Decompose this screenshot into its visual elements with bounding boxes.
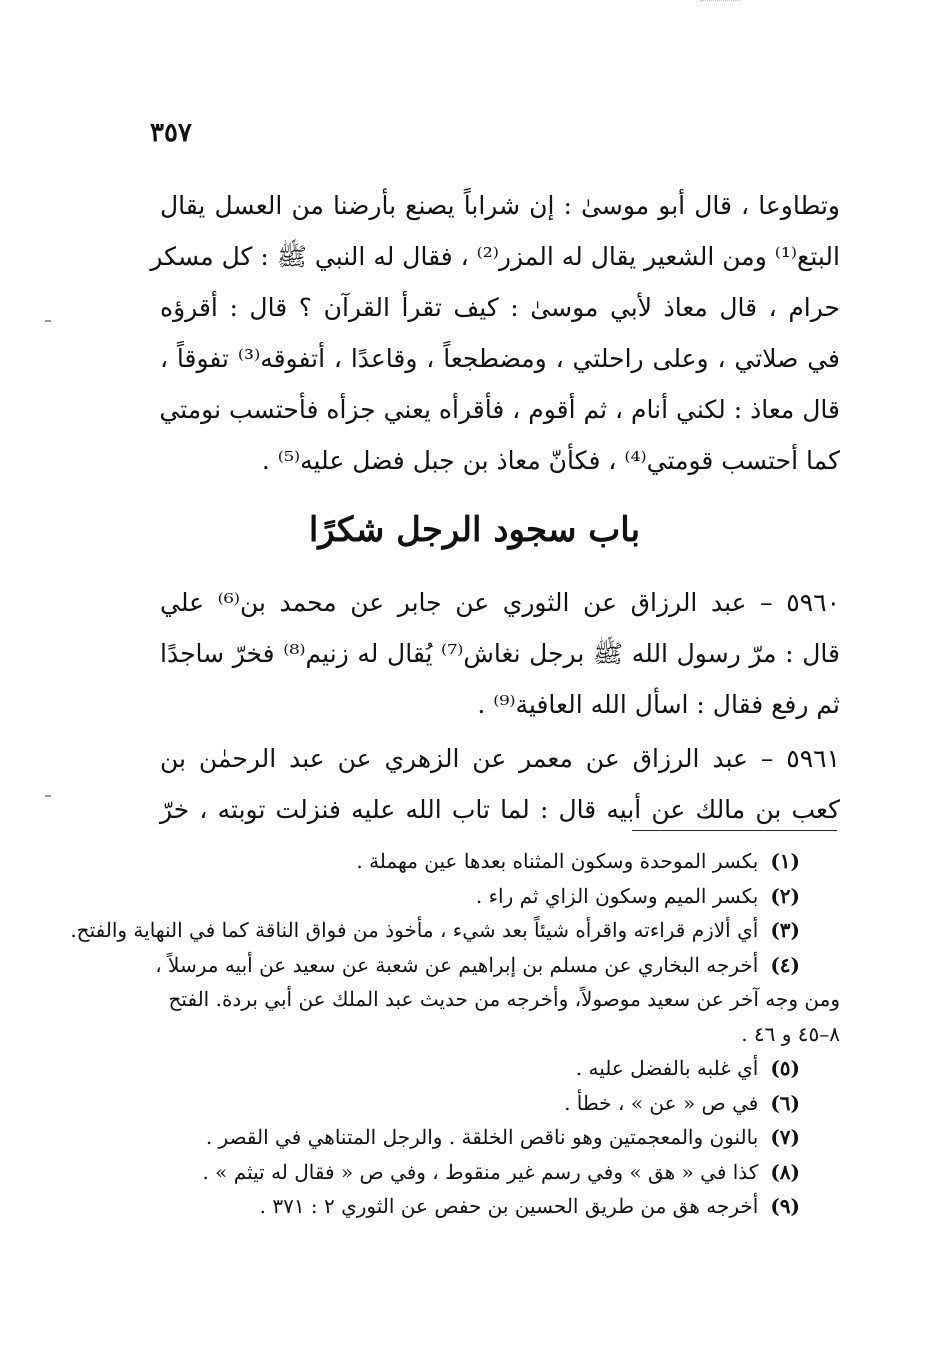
footnotes-block	[70, 844, 840, 1224]
footnote-4	[155, 948, 840, 983]
footnote-6	[160, 1086, 840, 1121]
page-number: ٣٥٧	[150, 118, 192, 148]
footnote-text: أخرجه هق من طريق الحسين بن حفص عن الثوري ٢ : ٣٧١ .	[259, 1194, 759, 1218]
footnote-number: (٤)	[770, 952, 800, 977]
hadith-5960-block	[160, 577, 840, 730]
text-line: قال معاذ : لكني أنام ، ثم أقوم ، فأقرأه يعني جزأه فأحتسب نومتي	[159, 395, 840, 424]
hadith-5961-block	[160, 733, 840, 835]
footnote-2	[160, 879, 840, 914]
section-heading: باب سجود الرجل شكرًا	[308, 510, 641, 550]
footnote-text: بكسر الموحدة وسكون المثناه بعدها عين مهملة .	[356, 849, 759, 873]
margin-mark	[45, 795, 51, 797]
footnote-text: ٨–٤٥ و ٤٦ .	[741, 1021, 840, 1046]
footnote-number: (٢)	[770, 883, 800, 908]
footnote-3	[70, 913, 840, 948]
footnote-text: أي غلبه بالفضل عليه .	[575, 1056, 759, 1080]
footnote-4-continued	[160, 982, 840, 1017]
footnote-7	[160, 1120, 840, 1155]
text-line: في صلاتي ، وعلى راحلتي ، ومضطجعاً ، وقاعدًا ، أتفوقه⁽³⁾ تفوقاً ،	[160, 344, 840, 373]
text-line: ٥٩٦١ – عبد الرزاق عن معمر عن الزهري عن عبد الرحمٰن بن	[160, 744, 840, 773]
text-line: ٥٩٦٠ – عبد الرزاق عن الثوري عن جابر عن محمد بن⁽⁶⁾ علي	[160, 588, 840, 617]
text-line: كعب بن مالك عن أبيه قال : لما تاب الله عليه فنزلت توبته ، خرّ	[160, 795, 840, 824]
footnote-text: بالنون والمعجمتين وهو ناقص الخلقة . والرجل المتناهي في القصر .	[205, 1125, 759, 1149]
footnote-number: (١)	[770, 849, 800, 873]
footnote-number: (٥)	[770, 1056, 800, 1080]
footnote-text: بكسر الميم وسكون الزاي ثم راء .	[475, 883, 759, 908]
footnote-number: (٩)	[770, 1194, 800, 1218]
text-line: ثم رفع فقال : اسأل الله العافية⁽⁹⁾ .	[477, 690, 840, 719]
footnote-9	[160, 1189, 840, 1224]
main-text-block	[150, 180, 841, 486]
text-line: كما أحتسب قومتي⁽⁴⁾ ، فكأنّ معاذ بن جبل فضل عليه⁽⁵⁾ .	[261, 446, 840, 475]
footnote-text: كذا في « هق » وفي رسم غير منقوط ، وفي ص « فقال له تيثم » .	[202, 1159, 759, 1184]
text-line: البتع⁽¹⁾ ومن الشعير يقال له المزر⁽²⁾ ، فقال له النبي ﷺ : كل مسكر	[150, 242, 840, 271]
footnote-number: (٦)	[770, 1090, 800, 1115]
text-line: وتطاوعا ، قال أبو موسىٰ : إن شراباً يصنع بأرضنا من العسل يقال	[160, 191, 840, 220]
margin-mark	[45, 320, 51, 322]
text-line: قال : مرّ رسول الله ﷺ برجل نغاش⁽⁷⁾ يُقال له زنيم⁽⁸⁾ فخرّ ساجدًا	[160, 639, 840, 668]
text-line: حرام ، قال معاذ لأبي موسىٰ : كيف تقرأ القرآن ؟ قال : أقرؤه	[160, 293, 841, 322]
footnote-number: (٣)	[770, 918, 800, 942]
footnote-number: (٨)	[770, 1159, 800, 1184]
footnote-text: في ص « عن » ، خطأ .	[564, 1090, 759, 1115]
footnote-1	[160, 844, 840, 879]
scan-artifact	[700, 0, 740, 9]
footnote-number: (٧)	[770, 1125, 800, 1149]
footnote-8	[160, 1155, 840, 1190]
footnote-text: أي ألازم قراءته واقرأه شيئاً بعد شيء ، مأخوذ من فواق الناقة كما في النهاية والفتح.	[70, 918, 759, 942]
footnote-4-continued	[160, 1017, 840, 1052]
footnote-text: أخرجه البخاري عن مسلم بن إبراهيم عن شعبة عن سعيد عن أبيه مرسلاً ،	[155, 952, 759, 977]
footnote-divider	[632, 830, 837, 831]
footnote-5	[160, 1051, 840, 1086]
footnote-text: ومن وجه آخر عن سعيد موصولاً، وأخرجه من حديث عبد الملك عن أبي بردة. الفتح	[168, 987, 840, 1011]
